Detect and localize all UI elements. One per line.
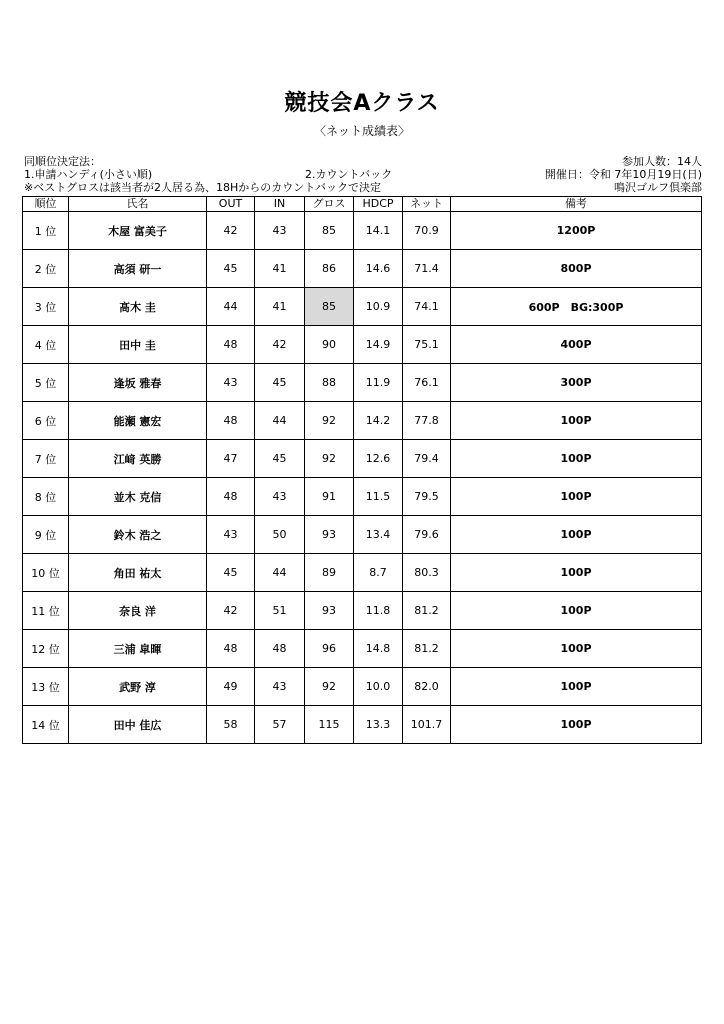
handicap: 14.1 [354, 212, 403, 250]
in-score: 45 [255, 364, 305, 402]
handicap: 14.9 [354, 326, 403, 364]
table-row [23, 250, 702, 288]
out-score: 58 [207, 706, 255, 744]
rank-cell: 11 位 [23, 592, 69, 630]
in-score: 42 [255, 326, 305, 364]
table-row [23, 212, 702, 250]
player-name: 髙木 圭 [69, 288, 207, 326]
in-score: 41 [255, 250, 305, 288]
out-score: 48 [207, 630, 255, 668]
out-score: 43 [207, 364, 255, 402]
remarks-points: 100P [451, 440, 702, 478]
in-score: 48 [255, 630, 305, 668]
tiebreak-label: 同順位決定法： [24, 155, 101, 168]
player-name: 武野 淳 [69, 668, 207, 706]
table-row [23, 668, 702, 706]
player-name: 三浦 皐暉 [69, 630, 207, 668]
rank-cell: 9 位 [23, 516, 69, 554]
handicap: 14.8 [354, 630, 403, 668]
player-name: 逢坂 雅春 [69, 364, 207, 402]
rank-cell: 13 位 [23, 668, 69, 706]
net-score: 75.1 [403, 326, 451, 364]
player-name: 田中 佳広 [69, 706, 207, 744]
player-name: 木屋 富美子 [69, 212, 207, 250]
table-row [23, 706, 702, 744]
in-score: 43 [255, 668, 305, 706]
table-row [23, 630, 702, 668]
out-score: 45 [207, 250, 255, 288]
gross-score: 92 [305, 440, 354, 478]
net-score: 79.4 [403, 440, 451, 478]
table-row [23, 440, 702, 478]
handicap: 10.9 [354, 288, 403, 326]
net-score: 79.5 [403, 478, 451, 516]
table-row [23, 478, 702, 516]
col-header-gross: グロス [305, 197, 354, 212]
rank-cell: 3 位 [23, 288, 69, 326]
handicap: 13.4 [354, 516, 403, 554]
handicap: 11.9 [354, 364, 403, 402]
rank-cell: 2 位 [23, 250, 69, 288]
remarks-points: 100P [451, 630, 702, 668]
handicap: 12.6 [354, 440, 403, 478]
player-name: 高須 研一 [69, 250, 207, 288]
col-header-net: ネット [403, 197, 451, 212]
remarks-points: 300P [451, 364, 702, 402]
remarks-points: 100P [451, 516, 702, 554]
rank-cell: 8 位 [23, 478, 69, 516]
in-score: 44 [255, 554, 305, 592]
table-row [23, 592, 702, 630]
rank-cell: 10 位 [23, 554, 69, 592]
in-score: 41 [255, 288, 305, 326]
gross-score: 91 [305, 478, 354, 516]
net-score: 77.8 [403, 402, 451, 440]
col-header-hdcp: HDCP [354, 197, 403, 212]
gross-score: 88 [305, 364, 354, 402]
col-header-out: OUT [207, 197, 255, 212]
player-name: 並木 克信 [69, 478, 207, 516]
in-score: 50 [255, 516, 305, 554]
table-row [23, 402, 702, 440]
net-score: 76.1 [403, 364, 451, 402]
remarks-points: 100P [451, 554, 702, 592]
tiebreak-rule-2: 2.カウントバック [305, 168, 393, 181]
remarks-points: 100P [451, 668, 702, 706]
gross-score: 86 [305, 250, 354, 288]
club-name: 鳴沢ゴルフ倶楽部 [614, 181, 702, 194]
player-name: 鈴木 浩之 [69, 516, 207, 554]
out-score: 48 [207, 402, 255, 440]
gross-score: 115 [305, 706, 354, 744]
event-date: 開催日：令和 7年10月19日(日) [544, 168, 702, 181]
net-score: 80.3 [403, 554, 451, 592]
rank-cell: 12 位 [23, 630, 69, 668]
net-score: 71.4 [403, 250, 451, 288]
rank-cell: 1 位 [23, 212, 69, 250]
out-score: 47 [207, 440, 255, 478]
rank-cell: 6 位 [23, 402, 69, 440]
gross-score: 92 [305, 402, 354, 440]
gross-score: 85 [305, 212, 354, 250]
gross-score: 93 [305, 516, 354, 554]
net-score: 81.2 [403, 592, 451, 630]
col-header-rank: 順位 [23, 197, 69, 212]
player-name: 田中 圭 [69, 326, 207, 364]
out-score: 48 [207, 478, 255, 516]
rank-cell: 7 位 [23, 440, 69, 478]
remarks-points: 800P [451, 250, 702, 288]
gross-score: 93 [305, 592, 354, 630]
in-score: 43 [255, 478, 305, 516]
net-score: 81.2 [403, 630, 451, 668]
handicap: 8.7 [354, 554, 403, 592]
in-score: 44 [255, 402, 305, 440]
page-title: 競技会Aクラス [284, 91, 440, 116]
net-score: 101.7 [403, 706, 451, 744]
tiebreak-rule-1: 1.申請ハンディ(小さい順) [24, 168, 153, 181]
results-table [22, 196, 702, 744]
gross-score: 92 [305, 668, 354, 706]
rank-cell: 14 位 [23, 706, 69, 744]
in-score: 57 [255, 706, 305, 744]
player-name: 能瀬 憲宏 [69, 402, 207, 440]
in-score: 51 [255, 592, 305, 630]
out-score: 49 [207, 668, 255, 706]
page-subtitle: 〈ネット成績表〉 [313, 124, 410, 138]
col-header-remarks: 備考 [451, 197, 702, 212]
out-score: 45 [207, 554, 255, 592]
table-row [23, 326, 702, 364]
remarks-points: 100P [451, 706, 702, 744]
in-score: 45 [255, 440, 305, 478]
player-name: 角田 祐太 [69, 554, 207, 592]
net-score: 70.9 [403, 212, 451, 250]
col-header-name: 氏名 [69, 197, 207, 212]
remarks-points: 600P BG:300P [451, 288, 702, 326]
gross-score: 89 [305, 554, 354, 592]
header-row [23, 197, 702, 212]
remarks-points: 1200P [451, 212, 702, 250]
net-score: 82.0 [403, 668, 451, 706]
out-score: 44 [207, 288, 255, 326]
net-score: 79.6 [403, 516, 451, 554]
net-score: 74.1 [403, 288, 451, 326]
gross-score: 85 [305, 288, 354, 326]
handicap: 10.0 [354, 668, 403, 706]
table-row [23, 554, 702, 592]
gross-score: 96 [305, 630, 354, 668]
remarks-points: 100P [451, 592, 702, 630]
out-score: 43 [207, 516, 255, 554]
out-score: 42 [207, 212, 255, 250]
rank-cell: 5 位 [23, 364, 69, 402]
participants-count: 参加人数：14人 [622, 155, 702, 168]
table-row [23, 516, 702, 554]
player-name: 江﨑 英勝 [69, 440, 207, 478]
gross-score: 90 [305, 326, 354, 364]
col-header-in: IN [255, 197, 305, 212]
player-name: 奈良 洋 [69, 592, 207, 630]
remarks-points: 400P [451, 326, 702, 364]
handicap: 14.2 [354, 402, 403, 440]
tiebreak-note: ※ベストグロスは該当者が2人居る為、18Hからのカウントバックで決定 [24, 181, 382, 194]
remarks-points: 100P [451, 478, 702, 516]
table-row [23, 288, 702, 326]
in-score: 43 [255, 212, 305, 250]
out-score: 42 [207, 592, 255, 630]
table-row [23, 364, 702, 402]
remarks-points: 100P [451, 402, 702, 440]
handicap: 11.8 [354, 592, 403, 630]
out-score: 48 [207, 326, 255, 364]
handicap: 11.5 [354, 478, 403, 516]
handicap: 13.3 [354, 706, 403, 744]
handicap: 14.6 [354, 250, 403, 288]
rank-cell: 4 位 [23, 326, 69, 364]
